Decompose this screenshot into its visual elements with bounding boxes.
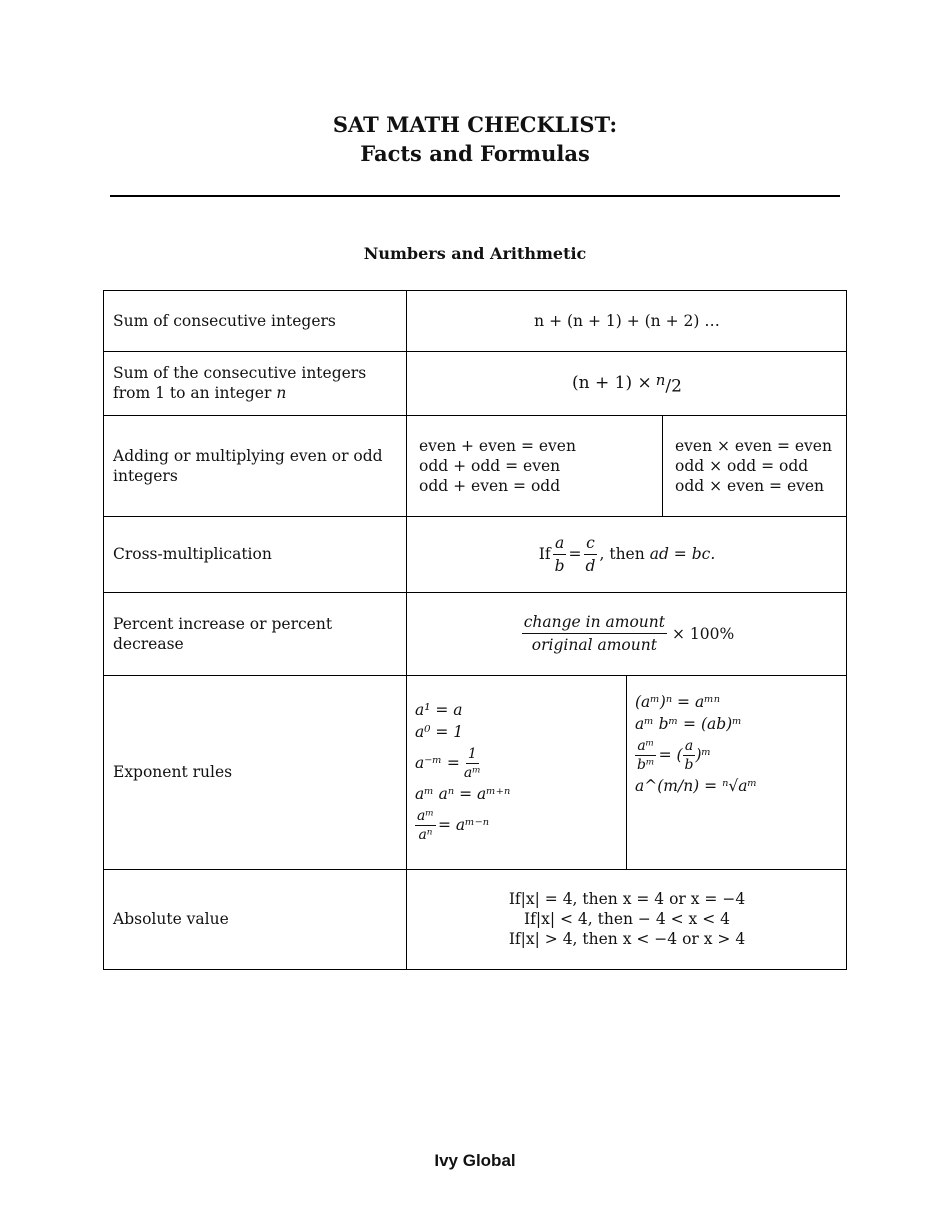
row-label-absolute-value: Absolute value — [113, 910, 229, 928]
row-label-exponents: Exponent rules — [113, 763, 233, 781]
document-title: SAT MATH CHECKLIST: — [332, 112, 618, 137]
formula-sum-to-n: (n + 1) × $^n$/2 — [572, 370, 682, 397]
exponent-rules-right — [635, 691, 840, 841]
even-odd-multiplying-rules — [675, 415, 845, 516]
column-divider — [662, 415, 663, 516]
rule-line: odd + even = odd — [419, 476, 561, 495]
title-divider — [110, 195, 840, 197]
row-label-percent: Percent increase or percent decrease — [113, 614, 333, 653]
formula-consecutive-sum — [407, 291, 847, 351]
formula-left: (n + 1) × — [572, 373, 652, 393]
formula-cross-multiplication — [407, 516, 847, 592]
formula-text: n + (n + 1) + (n + 2) … — [534, 312, 720, 330]
exponent-rule: aᵐ aⁿ = aᵐ⁺ⁿ — [415, 785, 511, 803]
rule-line: odd + odd = even — [419, 456, 561, 475]
fraction-a-b: $\frac{a}{b}$ — [554, 533, 565, 575]
exponent-rule: $\frac{\text{aᵐ}}{\text{bᵐ}}$ = ( $\frac{a}{b}$ )ᵐ — [637, 737, 712, 773]
formula-table — [103, 290, 847, 970]
row-label-consecutive-sum: Sum of consecutive integers — [113, 312, 336, 330]
row-label-sum-to-n — [113, 351, 403, 415]
fraction-c-d: $\frac{c}{d}$ — [585, 533, 596, 575]
column-divider — [626, 675, 627, 869]
document-subtitle: Facts and Formulas — [360, 141, 590, 166]
exponent-rule: a¹ = a — [415, 701, 463, 719]
percent-suffix: × 100% — [672, 624, 735, 643]
equals-sign: = — [568, 545, 582, 563]
rule-line: even × even = even — [675, 436, 832, 455]
formula-percent — [407, 592, 847, 675]
formula-denominator: 2 — [671, 376, 682, 397]
rule-line: If|x| > 4, then x < −4 or x > 4 — [508, 930, 746, 948]
rule-line: even + even = even — [419, 436, 576, 455]
label-variable: n — [276, 384, 287, 402]
exponent-rule: $\frac{\text{aᵐ}}{\text{aⁿ}}$ = aᵐ⁻ⁿ — [417, 807, 490, 843]
row-label-cross-multiplication: Cross-multiplication — [113, 545, 272, 563]
exponent-rule: a⁰ = 1 — [415, 723, 464, 741]
rule-line: odd × odd = odd — [675, 456, 809, 475]
if-text: If — [538, 545, 551, 563]
rule-line: odd × even = even — [675, 476, 825, 495]
label-text: Sum of the consecutive integers from 1 to an integer — [113, 364, 367, 402]
percent-fraction: $\frac{\text{change in amount}}{\text{original amount}}$ — [523, 613, 665, 654]
exponent-rule: a^(m/n) = ⁿ√aᵐ — [635, 777, 757, 795]
result-text: ad = bc. — [649, 545, 716, 563]
rule-line: If|x| < 4, then − 4 < x < 4 — [524, 910, 730, 928]
exponent-rule: aᵐ bᵐ = (ab)ᵐ — [635, 715, 742, 733]
formula-numerator: n — [655, 370, 666, 389]
rule-line: If|x| = 4, then x = 4 or x = −4 — [508, 890, 746, 908]
even-odd-adding-rules — [419, 415, 659, 516]
absolute-value-rules — [407, 869, 847, 969]
row-label-even-odd: Adding or multiplying even or odd integers — [113, 446, 383, 485]
then-text: , then — [599, 545, 645, 563]
exponent-rule: a⁻ᵐ = $\frac{1}{\text{aᵐ}}$ — [415, 745, 481, 781]
exponent-rule: (aᵐ)ⁿ = aᵐⁿ — [635, 693, 720, 711]
exponent-rules-left — [415, 687, 620, 857]
section-title: Numbers and Arithmetic — [363, 244, 587, 263]
brand-footer: Ivy Global — [434, 1151, 516, 1170]
